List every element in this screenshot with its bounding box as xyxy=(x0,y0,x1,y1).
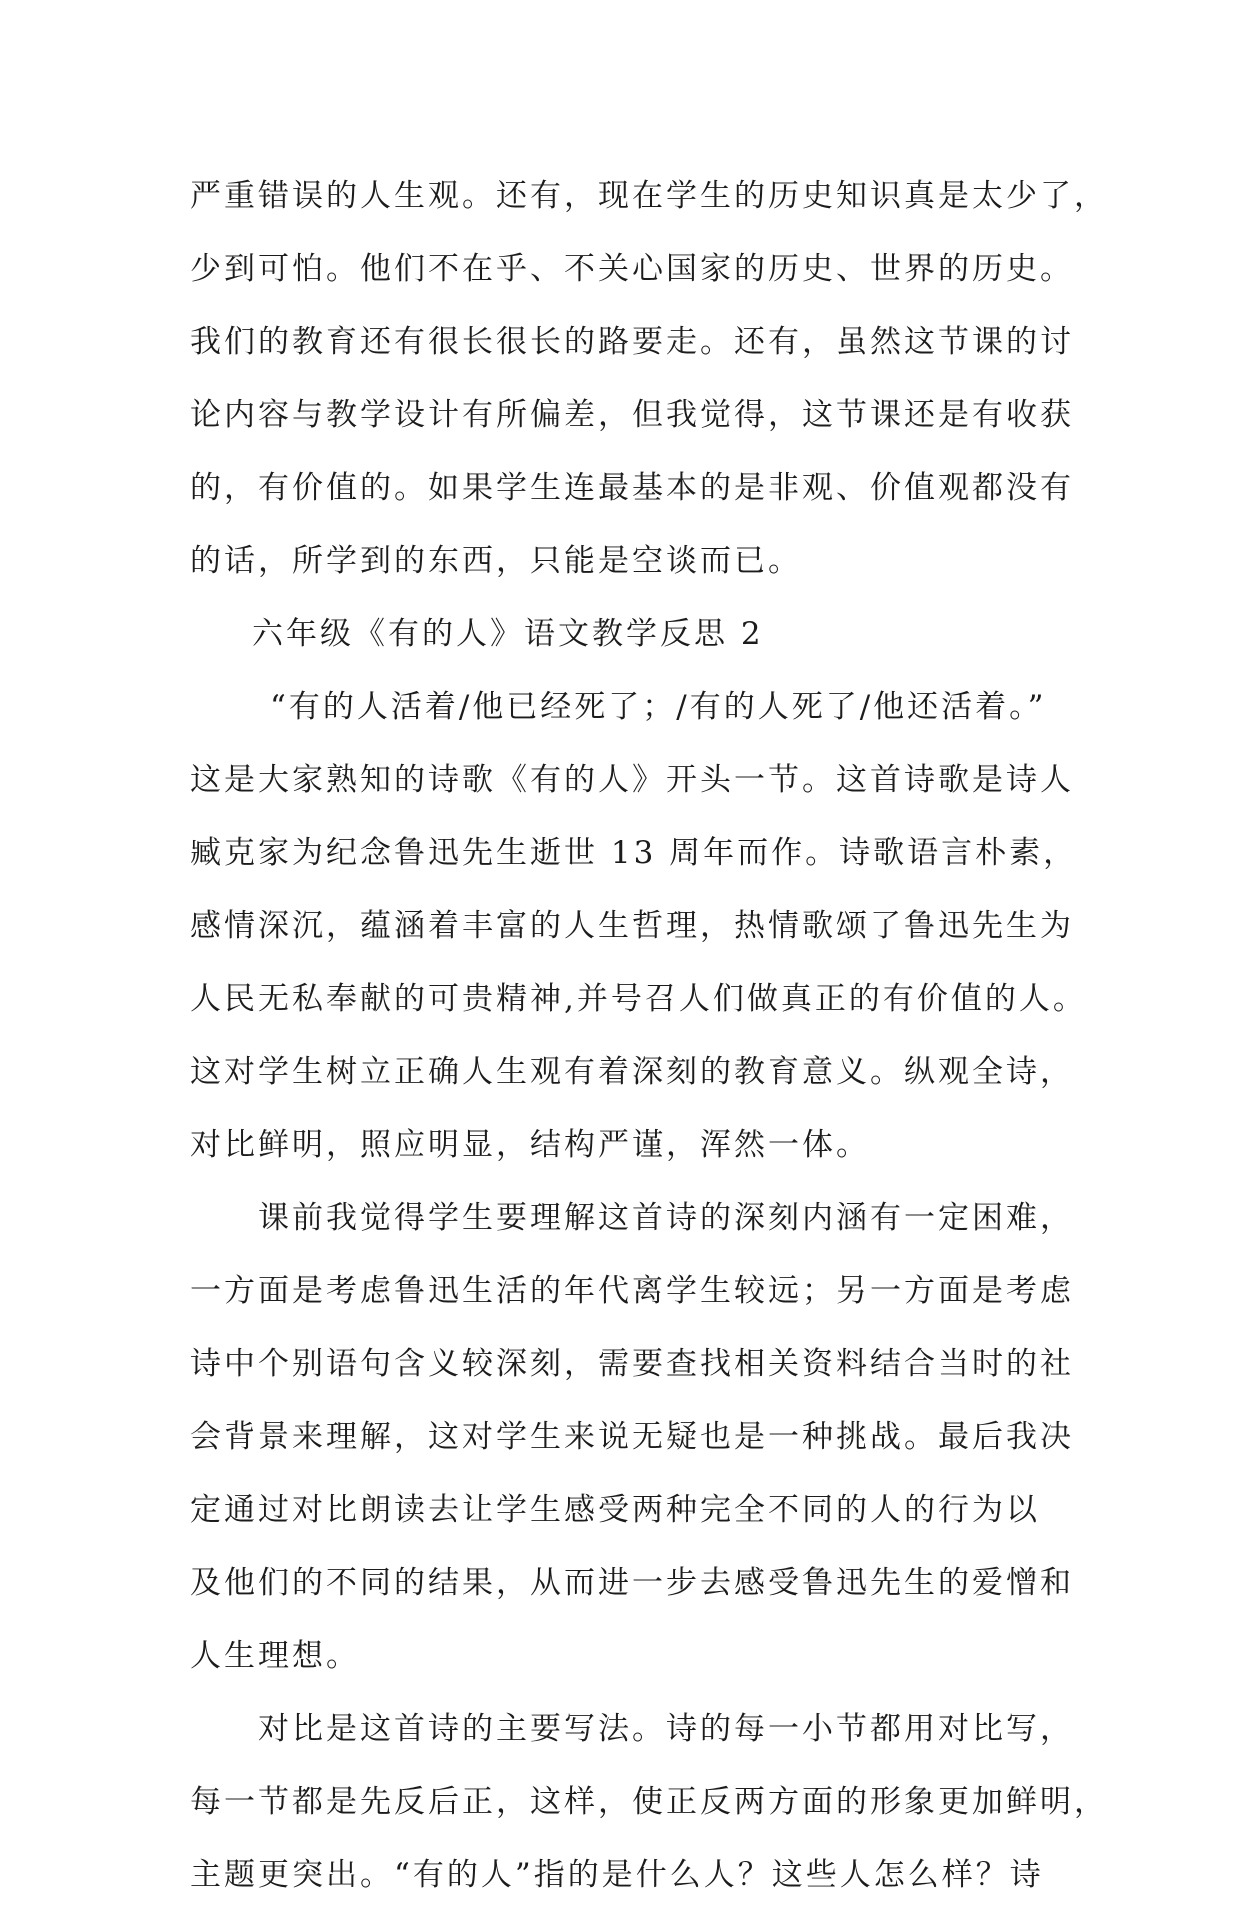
paragraph-preclass xyxy=(190,1182,1072,1693)
text-line: 感情深沉，蕴涵着丰富的人生哲理，热情歌颂了鲁迅先生为 xyxy=(190,908,1074,944)
text-line: 臧克家为纪念鲁迅先生逝世 13 周年而作。诗歌语言朴素， xyxy=(190,835,1078,871)
text-line: 每一节都是先反后正，这样，使正反两方面的形象更加鲜明， xyxy=(190,1784,1108,1820)
text-line: 论内容与教学设计有所偏差，但我觉得，这节课还是有收获 xyxy=(190,397,1074,433)
text-line: 定通过对比朗读去让学生感受两种完全不同的人的行为以 xyxy=(190,1492,1040,1528)
paragraph-intro xyxy=(190,671,1087,1182)
text-line: 我们的教育还有很长很长的路要走。还有，虽然这节课的讨 xyxy=(190,324,1074,360)
text-line: 课前我觉得学生要理解这首诗的深刻内涵有一定困难， xyxy=(258,1200,1074,1236)
text-line: 这对学生树立正确人生观有着深刻的教育意义。纵观全诗， xyxy=(190,1054,1074,1090)
text-line: “有的人活着/他已经死了；/有的人死了/他还活着。” xyxy=(270,689,1047,725)
text-line: 对比是这首诗的主要写法。诗的每一小节都用对比写， xyxy=(258,1711,1074,1747)
text-line: 主题更突出。“有的人”指的是什么人？这些人怎么样？诗 xyxy=(190,1857,1044,1893)
text-line: 诗中个别语句含义较深刻，需要查找相关资料结合当时的社 xyxy=(190,1346,1074,1382)
section-title: 六年级《有的人》语文教学反思 2 xyxy=(252,616,764,652)
paragraph-contrast xyxy=(190,1693,1108,1912)
text-line: 人生理想。 xyxy=(190,1638,360,1674)
paragraph-continued xyxy=(190,160,1108,598)
document-page xyxy=(190,160,1108,1912)
text-line: 会背景来理解，这对学生来说无疑也是一种挑战。最后我决 xyxy=(190,1419,1074,1455)
text-line: 的，有价值的。如果学生连最基本的是非观、价值观都没有 xyxy=(190,470,1074,506)
text-line: 一方面是考虑鲁迅生活的年代离学生较远；另一方面是考虑 xyxy=(190,1273,1074,1309)
text-line: 人民无私奉献的可贵精神,并号召人们做真正的有价值的人。 xyxy=(190,981,1087,1017)
text-line: 这是大家熟知的诗歌《有的人》开头一节。这首诗歌是诗人 xyxy=(190,762,1074,798)
text-line: 严重错误的人生观。还有，现在学生的历史知识真是太少了， xyxy=(190,178,1108,214)
text-line: 对比鲜明，照应明显，结构严谨，浑然一体。 xyxy=(190,1127,870,1163)
text-line: 及他们的不同的结果，从而进一步去感受鲁迅先生的爱憎和 xyxy=(190,1565,1074,1601)
text-line: 的话，所学到的东西，只能是空谈而已。 xyxy=(190,543,802,579)
text-line: 少到可怕。他们不在乎、不关心国家的历史、世界的历史。 xyxy=(190,251,1074,287)
